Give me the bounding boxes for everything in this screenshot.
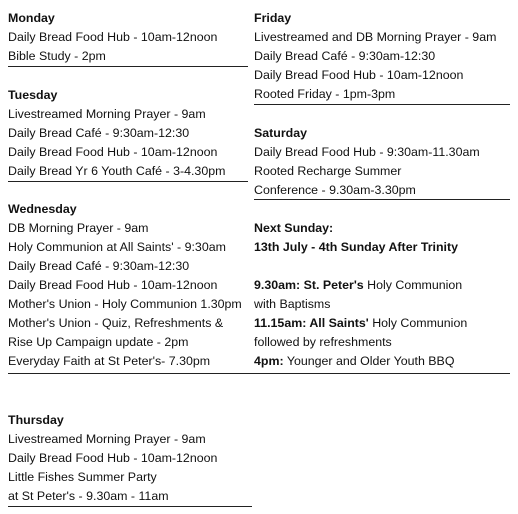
service-detail: followed by refreshments (254, 335, 392, 349)
divider (8, 506, 252, 507)
saturday-item: Rooted Recharge Summer (254, 164, 402, 178)
tuesday-item: Daily Bread Food Hub - 10am-12noon (8, 145, 218, 159)
wednesday-item: Mother's Union - Holy Communion 1.30pm (8, 297, 242, 311)
service-time: 11.15am: All Saints' (254, 316, 369, 330)
thursday-item: Livestreamed Morning Prayer - 9am (8, 432, 206, 446)
service-desc: Holy Communion (363, 278, 463, 292)
day-heading-friday: Friday (254, 11, 292, 25)
divider (8, 66, 248, 67)
service-time: 9.30am: St. Peter's (254, 278, 364, 292)
friday-item: Rooted Friday - 1pm-3pm (254, 87, 396, 101)
wednesday-item: Daily Bread Café - 9:30am-12:30 (8, 259, 190, 273)
thursday-item: at St Peter's - 9.30am - 11am (8, 489, 169, 503)
tuesday-item: Livestreamed Morning Prayer - 9am (8, 107, 206, 121)
next-sunday-date: 13th July - 4th Sunday After Trinity (254, 240, 459, 254)
divider (254, 104, 510, 105)
friday-item: Daily Bread Food Hub - 10am-12noon (254, 68, 464, 82)
service-desc: Younger and Older Youth BBQ (283, 354, 455, 368)
divider (254, 199, 510, 200)
day-heading-thursday: Thursday (8, 413, 64, 427)
tuesday-item: Daily Bread Yr 6 Youth Café - 3-4.30pm (8, 164, 226, 178)
wednesday-item: Holy Communion at All Saints' - 9:30am (8, 240, 226, 254)
day-heading-tuesday: Tuesday (8, 88, 58, 102)
next-sunday-heading: Next Sunday: (254, 221, 334, 235)
monday-item: Daily Bread Food Hub - 10am-12noon (8, 30, 218, 44)
monday-item: Bible Study - 2pm (8, 49, 106, 63)
day-heading-saturday: Saturday (254, 126, 308, 140)
service-line (254, 314, 467, 333)
friday-item: Livestreamed and DB Morning Prayer - 9am (254, 30, 497, 44)
wednesday-item: Rise Up Campaign update - 2pm (8, 335, 189, 349)
divider-full (8, 373, 510, 374)
wednesday-item: Everyday Faith at St Peter's- 7.30pm (8, 354, 211, 368)
service-line (254, 352, 454, 371)
wednesday-item: DB Morning Prayer - 9am (8, 221, 149, 235)
wednesday-item: Mother's Union - Quiz, Refreshments & (8, 316, 224, 330)
saturday-item: Daily Bread Food Hub - 9:30am-11.30am (254, 145, 480, 159)
divider (8, 181, 248, 182)
service-detail: with Baptisms (254, 297, 331, 311)
saturday-item: Conference - 9.30am-3.30pm (254, 183, 416, 197)
friday-item: Daily Bread Café - 9:30am-12:30 (254, 49, 436, 63)
service-desc: Holy Communion (368, 316, 468, 330)
thursday-item: Little Fishes Summer Party (8, 470, 157, 484)
service-time: 4pm: (254, 354, 284, 368)
thursday-item: Daily Bread Food Hub - 10am-12noon (8, 451, 218, 465)
day-heading-wednesday: Wednesday (8, 202, 77, 216)
tuesday-item: Daily Bread Café - 9:30am-12:30 (8, 126, 190, 140)
wednesday-item: Daily Bread Food Hub - 10am-12noon (8, 278, 218, 292)
day-heading-monday: Monday (8, 11, 55, 25)
service-line (254, 276, 462, 295)
